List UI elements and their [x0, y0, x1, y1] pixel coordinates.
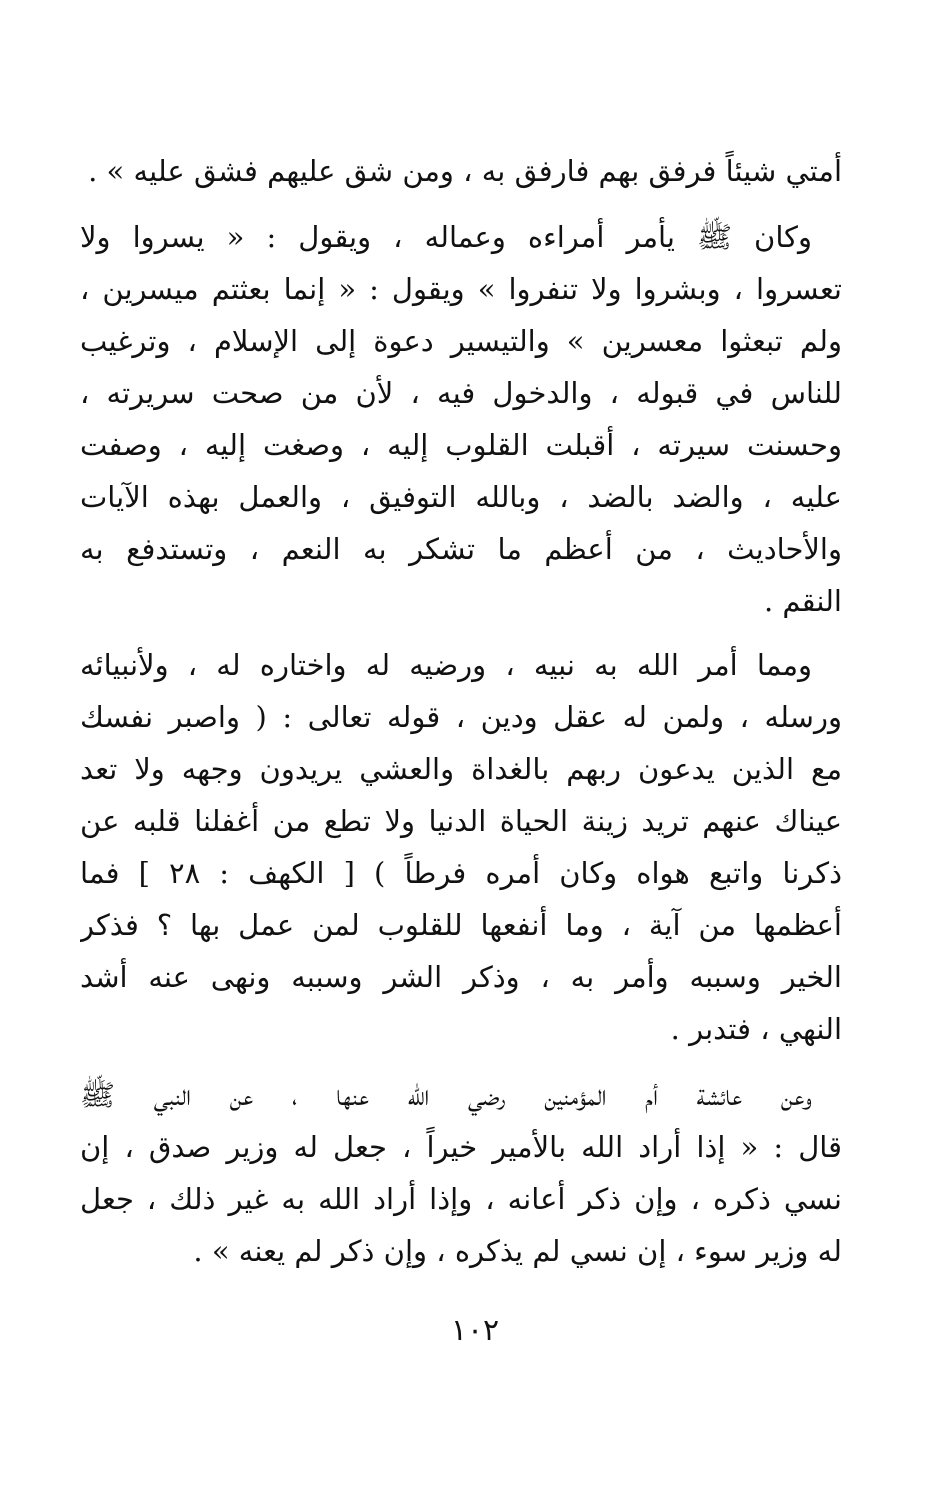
paragraph-line: أمتي شيئاً فرفق بهم فارفق به ، ومن شق عليهم فشق عليه » .: [88, 154, 842, 188]
paragraph-line: النهي ، فتدبر .: [670, 1012, 842, 1046]
paragraph-2: [80, 211, 842, 627]
paragraph-line: ولم تبعثوا معسرين » والتيسير دعوة إلى الإسلام ، وترغيب: [80, 324, 842, 358]
paragraph-line: له وزير سوء ، إن نسي لم يذكره ، وإن ذكر لم يعنه » .: [193, 1234, 842, 1268]
paragraph-1: [80, 145, 842, 197]
paragraph-line: مع الذين يدعون ربهم بالغداة والعشي يريدون وجهه ولا تعد: [80, 752, 842, 786]
paragraph-line: أعظمها من آية ، وما أنفعها للقلوب لمن عمل بها ؟ فذكر: [80, 908, 842, 942]
page-number: ١٠٢: [450, 1313, 500, 1348]
paragraph-line: نسي ذكره ، وإن ذكر أعانه ، وإذا أراد الله به غير ذلك ، جعل: [80, 1182, 842, 1216]
paragraph-line: قال : « إذا أراد الله بالأمير خيراً ، جعل له وزير صدق ، إن: [80, 1130, 842, 1164]
paragraph-line: عيناك عنهم تريد زينة الحياة الدنيا ولا تطع من أغفلنا قلبه عن: [80, 804, 842, 838]
paragraph-line: للناس في قبوله ، والدخول فيه ، لأن من صحت سريرته ،: [80, 376, 842, 410]
paragraph-line: تعسروا ، وبشروا ولا تنفروا » ويقول : « إنما بعثتم ميسرين ،: [80, 272, 842, 306]
paragraph-line: عليه ، والضد بالضد ، وبالله التوفيق ، والعمل بهذه الآيات: [80, 480, 842, 514]
paragraph-line: ورسله ، ولمن له عقل ودين ، قوله تعالى : ( واصبر نفسك: [80, 700, 842, 734]
paragraph-line: ذكرنا واتبع هواه وكان أمره فرطاً ) [ الكهف : ٢٨ ] فما: [80, 856, 842, 890]
paragraph-4: [80, 1069, 842, 1277]
paragraph-line: وحسنت سيرته ، أقبلت القلوب إليه ، وصغت إليه ، وصفت: [80, 428, 842, 462]
paragraph-line: النقم .: [763, 584, 842, 618]
paragraph-line: والأحاديث ، من أعظم ما تشكر به النعم ، وتستدفع به: [80, 532, 842, 566]
paragraph-line: وكان ﷺ يأمر أمراءه وعماله ، ويقول : « يسروا ولا: [80, 220, 812, 254]
paragraph-line: ومما أمر الله به نبيه ، ورضيه له واختاره له ، ولأنبيائه: [80, 648, 812, 682]
paragraph-line: وعن عائشة أم المؤمنين رضي الله عنها ، عن النبي ﷺ: [80, 1078, 812, 1112]
paragraph-line: الخير وسببه وأمر به ، وذكر الشر وسببه ونهى عنه أشد: [80, 960, 842, 994]
paragraph-3: [80, 639, 842, 1055]
